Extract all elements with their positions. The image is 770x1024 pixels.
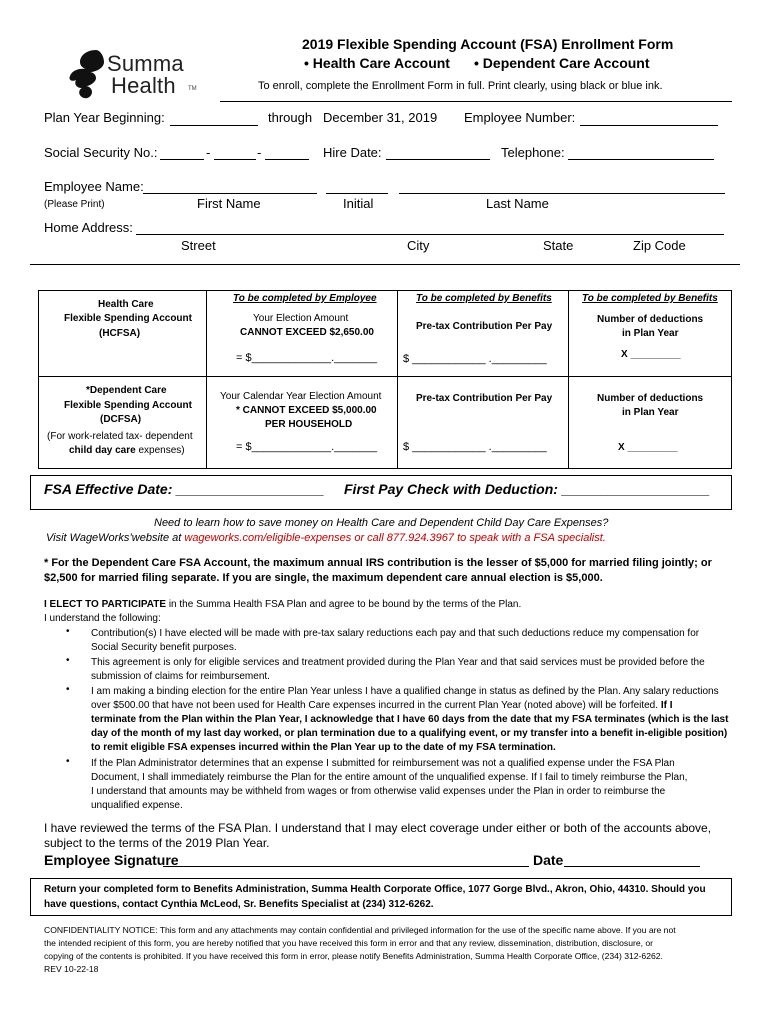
dc-election-amount-input[interactable]: = $_____________._______ [236,441,378,453]
form-title: 2019 Flexible Spending Account (FSA) Enrollment Form [302,36,674,52]
term-4-line-1: If the Plan Administrator determines that an expense I submitted for reimbursement was not a qualified expense under the FSA Plan [91,758,675,769]
dc-label-4: (For work-related tax- dependent [47,431,193,442]
dc-label-5-bold: child day care [69,445,136,456]
dependent-note-line-1: * For the Dependent Care FSA Account, the maximum annual IRS contribution is the lesser of $5,000 for married filing jointly; or [44,557,712,569]
return-line-2: have questions, contact Cynthia McLeod, Sr. Benefits Specialist at (234) 312-6262. [44,899,434,910]
dc-election-household: PER HOUSEHOLD [265,419,353,430]
term-2-line-2: submission of claims for reimbursement. [91,671,270,682]
hc-deductions-input[interactable]: X _________ [621,349,681,360]
state-caption: State [543,238,574,253]
hc-pretax-label: Pre-tax Contribution Per Pay [416,321,553,332]
ssn-part3-input[interactable] [265,159,309,160]
elect-rest: in the Summa Health FSA Plan and agree to be bound by the terms of the Plan. [166,599,522,610]
hc-label-2: Flexible Spending Account [64,313,192,324]
table-col-divider-2 [397,290,398,469]
dc-label-5-rest: expenses) [135,445,185,456]
promo-line-1: Need to learn how to save money on Health Care and Dependent Child Day Care Expenses? [154,517,609,529]
employee-number-label: Employee Number: [464,110,576,125]
section-rule [30,264,740,265]
fsa-effective-date-field[interactable]: FSA Effective Date: ___________________ [44,481,325,497]
hc-label-1: Health Care [98,299,154,310]
dc-election-limit: * CANNOT EXCEED $5,000.00 [236,405,377,416]
option-dependent-care: • Dependent Care Account [474,55,650,71]
dc-deductions-label: Number of deductions [597,393,704,404]
elect-to-participate [44,599,521,610]
bullet-icon: • [66,756,70,767]
through-label: through [268,110,313,125]
first-name-caption: First Name [197,196,261,211]
plan-end-date: December 31, 2019 [323,110,438,125]
term-4-line-4: unqualified expense. [91,800,183,811]
hc-election-amount-input[interactable]: = $_____________._______ [236,352,378,364]
dependent-note-line-2: $2,500 for married filing separate. If you are single, the maximum dependent care annual election is $5,000. [44,572,603,584]
logo-text-summa: Summa [107,51,184,76]
confidentiality-line-2: the intended recipient of this form, you are hereby notified that you have received this form in error and that any review, dissemination, distribution, disclosure, or [44,938,654,948]
table-col-divider-3 [568,290,569,469]
dc-election-label: Your Calendar Year Election Amount [220,391,382,402]
employee-number-input[interactable] [580,125,718,126]
term-3-line-2-text: over $500.00 that have not been used for Health Care expenses incurred in the current Plan Year (noted above) will be forfeited. [91,700,661,711]
dc-label-1: *Dependent Care [86,385,167,396]
header-rule [220,101,732,102]
term-3-line-4: day of the month of my last day worked, or plan termination due to a qualifying event, or my transfer into a benefit in-eligible position) [91,728,728,739]
bullet-icon: • [66,655,70,666]
dc-label-5 [69,445,185,456]
elect-bold: I ELECT TO PARTICIPATE [44,599,167,610]
table-row-divider [38,376,732,377]
last-name-input[interactable] [399,193,725,194]
ssn-dash-2: - [257,145,262,160]
term-3-line-1: I am making a binding election for the entire Plan Year unless I have a qualified change in status as defined by the Plan. Any salary reductions [91,686,719,697]
street-caption: Street [181,238,216,253]
instructions: To enroll, complete the Enrollment Form in full. Print clearly, using black or blue ink. [258,80,663,92]
return-line-1: Return your completed form to Benefits Administration, Summa Health Corporate Office, 1077 Gorge Blvd., Akron, Ohio, 44310. Should you [44,884,706,895]
plan-year-label: Plan Year Beginning: [44,110,165,125]
term-4-line-2: Document, I shall immediately reimburse the Plan for the entire amount of the unqualified expense. If I fail to timely reimburse the Plan, [91,772,688,783]
logo-tm: TM [188,86,197,92]
first-name-input[interactable] [143,193,317,194]
term-4-line-3: I understand that amounts may be withheld from wages or from otherwise valid expenses under the Plan in order to reimburse the [91,786,666,797]
hc-election-label: Your Election Amount [253,313,349,324]
initial-caption: Initial [343,196,374,211]
col-header-employee: To be completed by Employee [233,293,377,304]
plan-year-input[interactable] [170,125,258,126]
date-label: Date [533,852,564,868]
first-paycheck-field[interactable]: First Pay Check with Deduction: ___________________ [344,481,710,497]
ssn-part1-input[interactable] [160,159,204,160]
bullet-icon: • [66,626,70,637]
dc-label-2: Flexible Spending Account [64,400,192,411]
promo-visit-text: Visit WageWorks’website at [46,532,185,544]
home-address-input[interactable] [136,234,724,235]
hc-deductions-label: Number of deductions [597,314,704,325]
hc-label-3: (HCFSA) [99,328,141,339]
confidentiality-line-3: copying of the contents is prohibited. If you have received this form in error, please notify Benefits Administration, Summa Health Corporate Office, (234) 312-6262. [44,951,663,961]
hire-date-label: Hire Date: [323,145,382,160]
hc-election-limit: CANNOT EXCEED $2,650.00 [240,327,374,338]
dc-deductions-label-2: in Plan Year [622,407,679,418]
telephone-label: Telephone: [501,145,565,160]
dc-deductions-input[interactable]: X _________ [618,442,678,453]
col-header-benefits-2: To be completed by Benefits [582,293,718,304]
term-3-line-2-bold: If I [660,700,673,711]
please-print-note: (Please Print) [44,199,105,210]
table-col-divider-1 [206,290,207,469]
term-3-line-2 [91,700,672,711]
term-1-line-1: Contribution(s) I have elected will be made with pre-tax salary reductions each pay and that such deductions reduce my compensation for [91,628,700,639]
ssn-label: Social Security No.: [44,145,158,160]
signature-label: Employee Signature [44,852,179,868]
last-name-caption: Last Name [486,196,549,211]
revision-label: REV 10-22-18 [44,964,99,974]
understand-label: I understand the following: [44,613,161,624]
col-header-benefits-1: To be completed by Benefits [416,293,552,304]
review-line-1: I have reviewed the terms of the FSA Plan. I understand that I may elect coverage under either or both of the accounts above, [44,821,712,835]
dc-label-3: (DCFSA) [100,414,142,425]
logo-text-health: Health [111,73,176,98]
term-2-line-1: This agreement is only for eligible services and treatment provided during the Plan Year and that said services must be provided before the [91,657,705,668]
initial-input[interactable] [326,193,388,194]
term-1-line-2: Social Security benefit purposes. [91,642,237,653]
logo-mark-icon [66,48,110,100]
summa-health-logo [66,48,206,104]
ssn-dash-1: - [206,145,211,160]
review-line-2: subject to the terms of the 2019 Plan Year. [44,836,270,850]
dc-pretax-amount-input[interactable]: $ ____________ ._________ [403,441,547,453]
term-3-line-5: to remit eligible FSA expenses incurred within the Plan Year up to the date of my FSA termination. [91,742,556,753]
promo-line-2 [46,532,606,544]
wageworks-link[interactable]: wageworks.com/eligible-expenses or call 877.924.3967 to speak with a FSA specialist. [184,532,606,544]
employee-name-label: Employee Name: [44,179,144,194]
option-health-care: • Health Care Account [304,55,450,71]
telephone-input[interactable] [568,159,714,160]
term-3-line-3: terminate from the Plan within the Plan Year, I acknowledge that I have 60 days from the date that my FSA terminates (which is the last [91,714,729,725]
dc-pretax-label: Pre-tax Contribution Per Pay [416,393,553,404]
confidentiality-line-1: CONFIDENTIALITY NOTICE: This form and any attachments may contain confidential and privileged information for the use of the specific name above. If you are not [44,925,676,935]
city-caption: City [407,238,430,253]
hire-date-input[interactable] [386,159,490,160]
signature-date-input[interactable] [564,866,700,867]
home-address-label: Home Address: [44,220,133,235]
zip-caption: Zip Code [633,238,686,253]
bullet-icon: • [66,684,70,695]
hc-deductions-label-2: in Plan Year [622,328,679,339]
ssn-part2-input[interactable] [214,159,256,160]
signature-input[interactable] [163,866,529,867]
hc-pretax-amount-input[interactable]: $ ____________ ._________ [403,353,547,365]
